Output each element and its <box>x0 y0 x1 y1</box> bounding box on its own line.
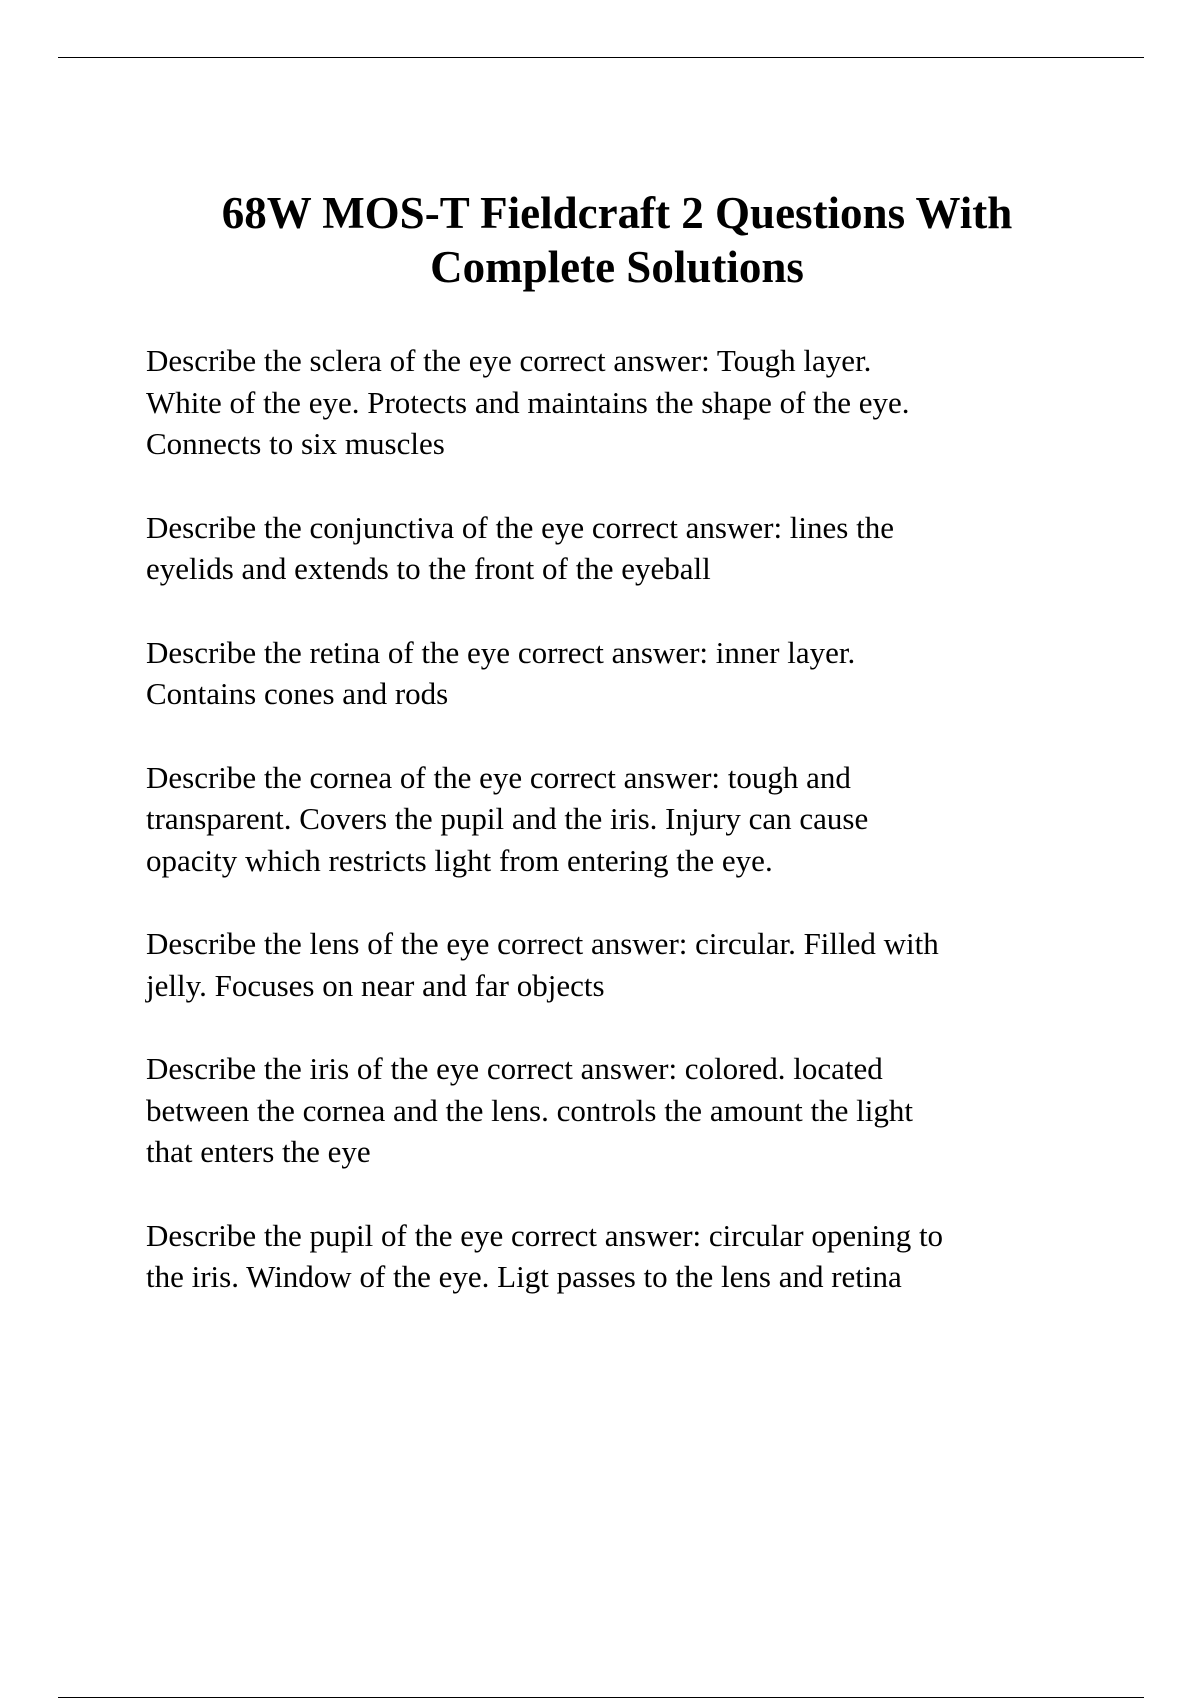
qa-item-pupil <box>146 1215 1106 1298</box>
qa-line: Describe the iris of the eye correct answer: colored. located <box>146 1051 883 1086</box>
qa-line: opacity which restricts light from entering the eye. <box>146 842 773 878</box>
qa-line: Describe the sclera of the eye correct answer: Tough layer. <box>146 343 872 378</box>
qa-item-iris <box>146 1048 1106 1173</box>
qa-line: Describe the cornea of the eye correct answer: tough and <box>146 759 851 795</box>
document-title-line-1: 68W MOS-T Fieldcraft 2 Questions With <box>221 188 1013 238</box>
qa-line: jelly. Focuses on near and far objects <box>146 967 605 1003</box>
qa-line: that enters the eye <box>146 1134 371 1169</box>
qa-line: the iris. Window of the eye. Ligt passes to the lens and retina <box>146 1259 902 1294</box>
qa-line: Describe the conjunctiva of the eye correct answer: lines the <box>146 509 894 545</box>
qa-line: transparent. Covers the pupil and the iris. Injury can cause <box>146 801 869 836</box>
qa-item-conjunctiva <box>146 507 1106 590</box>
qa-line: Contains cones and rods <box>146 676 449 711</box>
qa-line: Describe the retina of the eye correct answer: inner layer. <box>146 634 856 670</box>
footer-rule <box>58 1697 1144 1698</box>
question-answer-list <box>146 340 1106 1340</box>
qa-line: eyelids and extends to the front of the eyeball <box>146 551 711 586</box>
qa-item-retina <box>146 632 1106 715</box>
header-rule <box>58 57 1144 58</box>
qa-line: Describe the lens of the eye correct answer: circular. Filled with <box>146 926 939 961</box>
document-title <box>0 186 1200 294</box>
qa-item-lens <box>146 923 1106 1006</box>
qa-item-cornea <box>146 757 1106 882</box>
qa-line: White of the eye. Protects and maintains the shape of the eye. <box>146 384 910 420</box>
qa-line: Describe the pupil of the eye correct answer: circular opening to <box>146 1217 944 1253</box>
qa-line: Connects to six muscles <box>146 426 445 461</box>
qa-item-sclera <box>146 340 1106 465</box>
qa-line: between the cornea and the lens. controls the amount the light <box>146 1092 914 1128</box>
document-title-line-2: Complete Solutions <box>430 242 804 292</box>
